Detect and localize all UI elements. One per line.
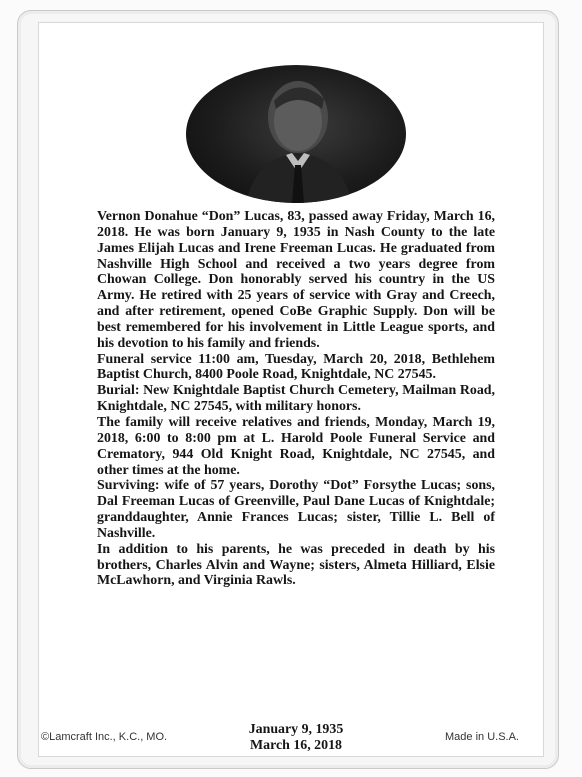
preceded-in-death-paragraph: In addition to his parents, he was preceded in death by his brothers, Charles Alvin and Wayne; sisters, Almeta Hilliard, Elsie McLawhorn, and Virginia Rawls.: [97, 541, 495, 589]
copyright-text: ©Lamcraft Inc., K.C., MO.: [41, 731, 168, 743]
memorial-card: [38, 22, 544, 757]
made-in-text: Made in U.S.A.: [445, 731, 519, 743]
survivors-paragraph: Surviving: wife of 57 years, Dorothy “Dot” Forsythe Lucas; sons, Dal Freeman Lucas of Greenville, Paul Dane Lucas of Knightdale; granddaughter, Annie Frances Lucas; sister, Tillie L. Bell of Nashville.: [97, 478, 495, 541]
birth-date: January 9, 1935: [248, 722, 344, 737]
portrait-icon: [186, 65, 406, 203]
portrait-photo: [186, 65, 406, 203]
visitation-paragraph: The family will receive relatives and friends, Monday, March 19, 2018, 6:00 to 8:00 pm at L. Harold Poole Funeral Service and Crematory, 944 Old Knight Road, Knightdale, NC 27545, and other times at the home.: [97, 414, 495, 478]
funeral-service-paragraph: Funeral service 11:00 am, Tuesday, March 20, 2018, Bethlehem Baptist Church, 8400 Poole Road, Knightdale, NC 27545.: [97, 351, 495, 383]
death-date: March 16, 2018: [250, 737, 342, 753]
obituary-text: [97, 209, 495, 589]
obituary-paragraph: Vernon Donahue “Don” Lucas, 83, passed away Friday, March 16, 2018. He was born January 9, 1935 in Nash County to the late James Elijah Lucas and Irene Freeman Lucas. He graduated from Nashville High School and received a two years degree from Chowan College. Don honorably served his country in the US Army. He retired with 25 years of service with Gray and Creech, and after retirement, opened CoBe Graphic Supply. Don will be best remembered for his involvement in Little League sports, and his devotion to his family and friends.: [97, 209, 495, 351]
burial-paragraph: Burial: New Knightdale Baptist Church Cemetery, Mailman Road, Knightdale, NC 27545, with military honors.: [97, 383, 495, 415]
